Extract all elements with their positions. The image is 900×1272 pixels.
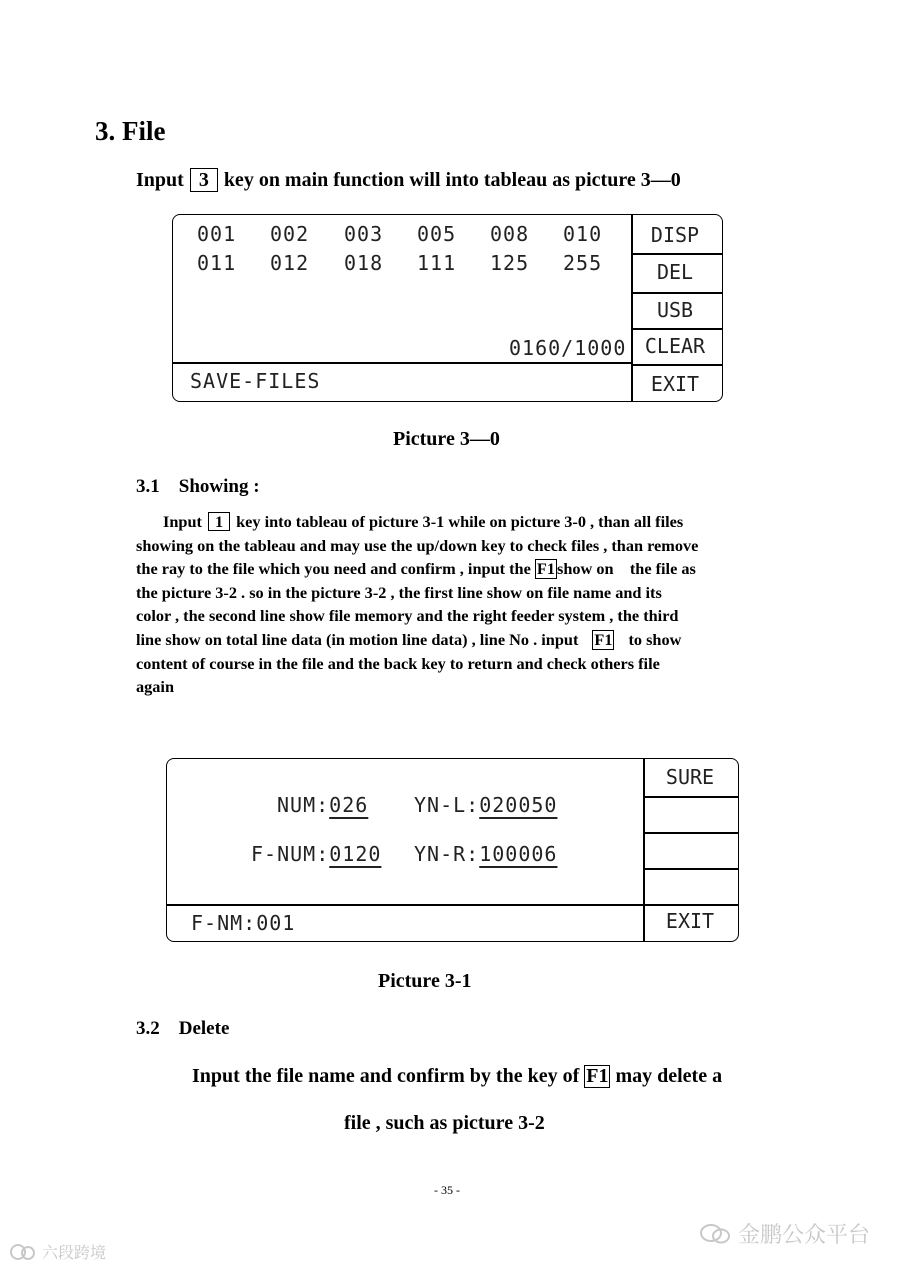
file-entry[interactable]: 001 bbox=[197, 222, 237, 246]
ynr-label: YN-R: bbox=[414, 842, 480, 866]
para-line: content of course in the file and the back key to return and check others file bbox=[136, 653, 660, 673]
watermark-right bbox=[698, 1218, 870, 1249]
para-text: show on the file as bbox=[557, 559, 696, 579]
para-text: key into tableau of picture 3-1 while on picture 3-0 , than all files bbox=[236, 512, 684, 531]
del-softkey[interactable]: DEL bbox=[656, 260, 694, 284]
softkey-separator bbox=[631, 292, 722, 294]
status-text: F-NM:001 bbox=[191, 911, 296, 935]
watermark-left-text: 六段跨境 bbox=[42, 1243, 107, 1262]
section-3-1-paragraph bbox=[136, 510, 776, 699]
file-entry[interactable]: 011 bbox=[197, 251, 237, 275]
delete-line-1 bbox=[192, 1065, 722, 1088]
file-entry[interactable]: 008 bbox=[490, 222, 530, 246]
fnum-value[interactable]: 0120 bbox=[329, 842, 382, 866]
f1-key-box: F1 bbox=[594, 629, 613, 649]
watermark-right-text: 金鹏公众平台 bbox=[738, 1223, 871, 1248]
softkey-separator bbox=[631, 253, 722, 255]
file-entry[interactable]: 255 bbox=[563, 251, 603, 275]
delete-text: may delete a bbox=[615, 1065, 723, 1087]
section-heading: 3. File bbox=[95, 116, 166, 146]
usb-softkey[interactable]: USB bbox=[656, 298, 694, 322]
file-entry[interactable]: 003 bbox=[344, 222, 384, 246]
num-label: NUM: bbox=[277, 793, 330, 817]
intro-text-after: key on main function will into tableau as picture 3—0 bbox=[223, 169, 681, 191]
caption-picture-3-1: Picture 3-1 bbox=[378, 970, 472, 992]
para-line bbox=[136, 510, 776, 534]
clear-softkey[interactable]: CLEAR bbox=[644, 334, 706, 358]
file-entry[interactable]: 002 bbox=[270, 222, 310, 246]
softkey-separator bbox=[631, 328, 722, 330]
file-entry[interactable]: 111 bbox=[417, 251, 457, 275]
softkey-separator bbox=[643, 796, 738, 798]
chat-bubble-icon bbox=[8, 1242, 38, 1262]
softkey-separator bbox=[631, 364, 722, 366]
caption-picture-3-0: Picture 3—0 bbox=[393, 428, 500, 450]
exit-softkey[interactable]: EXIT bbox=[665, 909, 715, 933]
num-field bbox=[277, 793, 368, 817]
fnum-label: F-NUM: bbox=[251, 842, 330, 866]
para-line bbox=[136, 557, 776, 581]
softkey-separator bbox=[643, 904, 738, 906]
file-entry[interactable]: 005 bbox=[417, 222, 457, 246]
page-number: - 35 - bbox=[434, 1183, 460, 1197]
para-line: the picture 3-2 . so in the picture 3-2 , the first line show on file name and its bbox=[136, 582, 662, 602]
intro-line bbox=[136, 168, 681, 192]
status-divider bbox=[167, 904, 643, 906]
para-line bbox=[136, 628, 776, 652]
para-line: again bbox=[136, 677, 175, 697]
file-counter: 0160/1000 bbox=[509, 336, 627, 360]
num-value[interactable]: 026 bbox=[329, 793, 369, 817]
file-entry[interactable]: 012 bbox=[270, 251, 310, 275]
ynl-value[interactable]: 020050 bbox=[479, 793, 558, 817]
section-3-2-title: 3.2 Delete bbox=[136, 1018, 230, 1039]
watermark-left bbox=[8, 1240, 106, 1263]
para-text: line show on total line data (in motion line data) , line No . input bbox=[136, 629, 579, 649]
key-1-box: 1 bbox=[208, 512, 230, 531]
file-entry[interactable]: 018 bbox=[344, 251, 384, 275]
para-text: to show bbox=[628, 629, 682, 649]
intro-text-before: Input bbox=[136, 169, 184, 191]
key-3-box: 3 bbox=[190, 168, 218, 192]
para-text: the ray to the file which you need and confirm , input the bbox=[136, 559, 531, 579]
fnum-field bbox=[251, 842, 381, 866]
ynr-field bbox=[414, 842, 557, 866]
lcd-screen-picture-3-0 bbox=[172, 214, 723, 402]
section-3-1-title: 3.1 Showing : bbox=[136, 476, 260, 497]
wechat-icon bbox=[698, 1221, 732, 1247]
status-divider bbox=[173, 362, 631, 364]
para-line: color , the second line show file memory and the right feeder system , the third bbox=[136, 606, 679, 626]
file-entry[interactable]: 010 bbox=[563, 222, 603, 246]
ynr-value[interactable]: 100006 bbox=[479, 842, 558, 866]
ynl-label: YN-L: bbox=[414, 793, 480, 817]
disp-softkey[interactable]: DISP bbox=[650, 223, 700, 247]
delete-line-2: file , such as picture 3-2 bbox=[344, 1112, 545, 1134]
status-text: SAVE-FILES bbox=[190, 369, 321, 393]
ynl-field bbox=[414, 793, 557, 817]
f1-key-box: F1 bbox=[586, 1065, 609, 1087]
exit-softkey[interactable]: EXIT bbox=[650, 372, 700, 396]
para-line: showing on the tableau and may use the up/down key to check files , than remove bbox=[136, 535, 699, 555]
file-entry[interactable]: 125 bbox=[490, 251, 530, 275]
para-text: Input bbox=[163, 512, 202, 531]
f1-key-box: F1 bbox=[536, 559, 555, 579]
lcd-screen-picture-3-1 bbox=[166, 758, 739, 942]
delete-text: Input the file name and confirm by the key of bbox=[192, 1065, 580, 1087]
softkey-separator bbox=[643, 832, 738, 834]
sure-softkey[interactable]: SURE bbox=[665, 765, 715, 789]
softkey-separator bbox=[643, 868, 738, 870]
